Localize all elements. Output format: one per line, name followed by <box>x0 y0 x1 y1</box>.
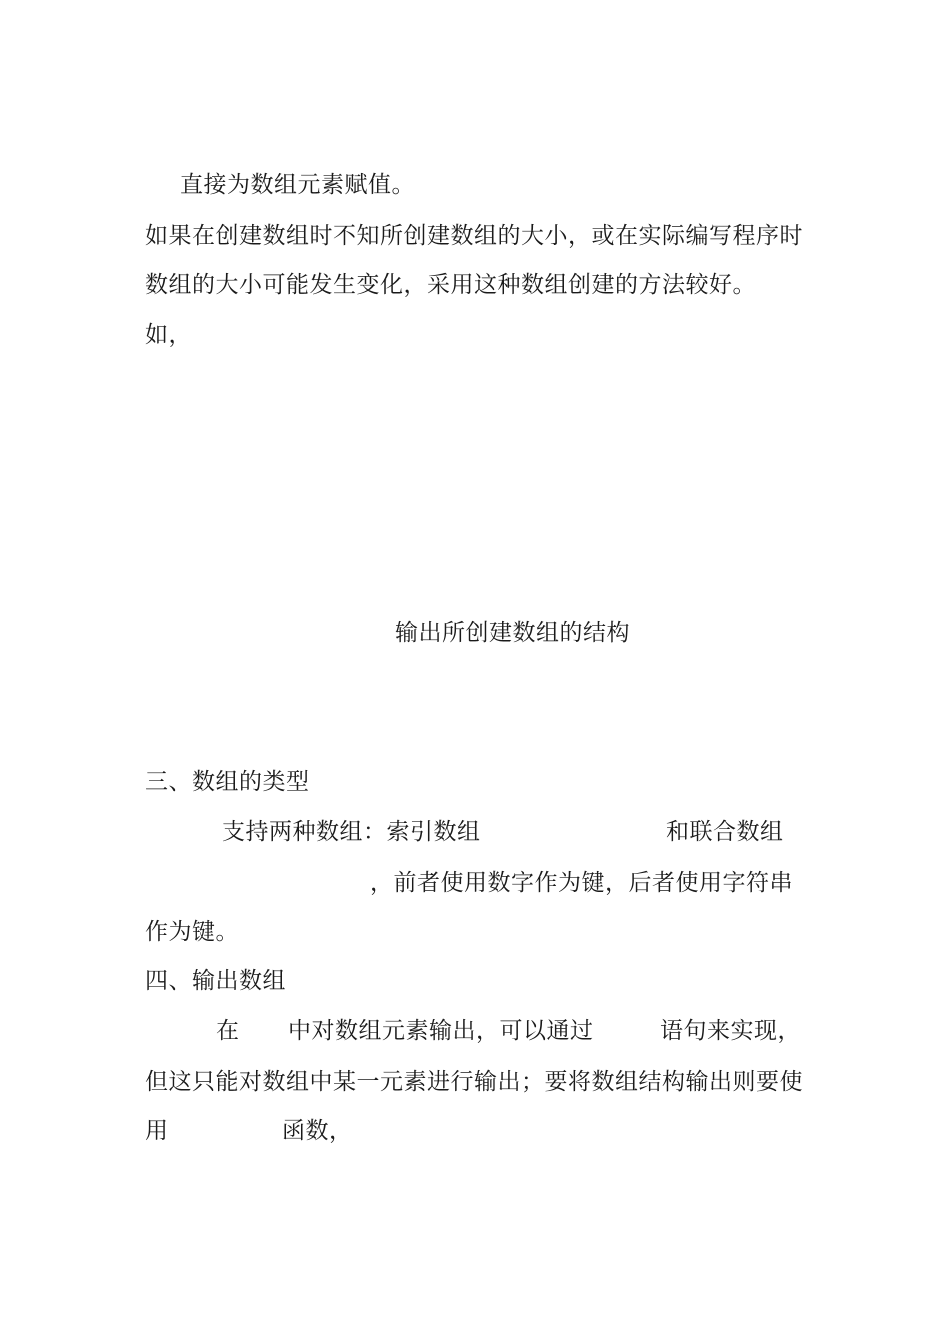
figure-caption: 输出所创建数组的结构 <box>395 620 630 646</box>
paragraph-line <box>0 1016 950 1046</box>
section-heading-output-array: 四、输出数组 <box>145 968 286 994</box>
section-heading-array-types: 三、数组的类型 <box>145 769 310 795</box>
text-segment: 语句来实现， <box>660 1018 801 1044</box>
paragraph-line: 数组的大小可能发生变化，采用这种数组创建的方法较好。 <box>145 272 756 298</box>
paragraph-line: 如果在创建数组时不知所创建数组的大小，或在实际编写程序时 <box>145 223 803 249</box>
paragraph-line <box>0 1116 950 1146</box>
text-segment: 函数， <box>282 1118 353 1144</box>
paragraph-line <box>0 817 950 847</box>
paragraph-line: 但这只能对数组中某一元素进行输出；要将数组结构输出则要使 <box>145 1069 803 1095</box>
text-segment: 在 <box>216 1018 240 1044</box>
text-segment: 和联合数组 <box>666 819 784 845</box>
paragraph-line: ，前者使用数字作为键，后者使用字符串 <box>370 870 793 896</box>
paragraph-line: 作为键。 <box>145 919 239 945</box>
text-segment: 支持两种数组：索引数组 <box>222 819 481 845</box>
paragraph-direct-assign: 直接为数组元素赋值。 <box>180 172 415 198</box>
paragraph-example: 如， <box>145 322 192 348</box>
text-segment: 中对数组元素输出，可以通过 <box>288 1018 594 1044</box>
text-segment: 用 <box>145 1118 169 1144</box>
